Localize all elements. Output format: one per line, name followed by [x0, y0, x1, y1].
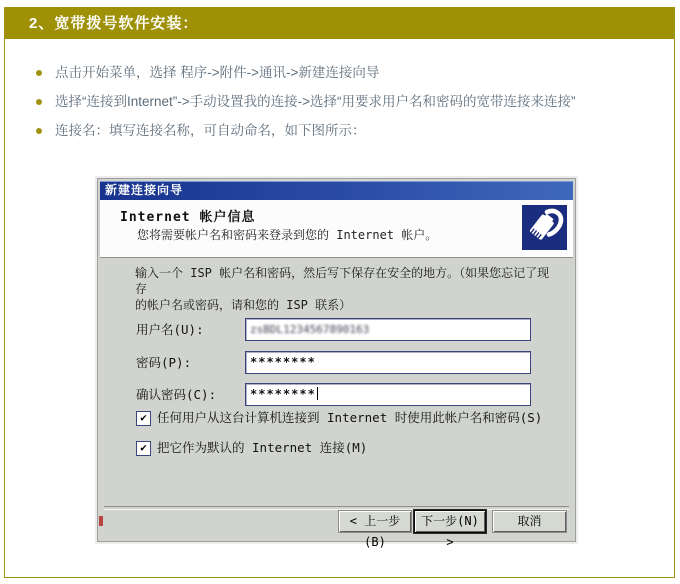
rj45-plug-icon: [522, 205, 567, 250]
wizard-header: [100, 200, 573, 258]
intro-line1: 输入一个 ISP 帐户名和密码，然后写下保存在安全的地方。（如果您忘记了现存: [135, 266, 550, 296]
text-cursor: [317, 387, 318, 400]
checkbox-checked-icon[interactable]: ✔: [136, 411, 151, 426]
confirm-password-value: ********: [250, 387, 316, 401]
checkbox-checked-icon[interactable]: ✔: [136, 441, 151, 456]
cancel-button[interactable]: 取消: [492, 510, 567, 533]
new-connection-wizard-dialog: [97, 178, 576, 549]
dialog-titlebar[interactable]: [100, 181, 573, 200]
dialog-title: 新建连接向导: [105, 183, 184, 197]
wizard-subheading: 您将需要帐户名和密码来登录到您的 Internet 帐户。: [137, 228, 438, 242]
list-item: [5, 87, 655, 116]
instruction-list: [5, 58, 655, 145]
bullet-icon: [36, 70, 42, 76]
checkbox-label: 把它作为默认的 Internet 连接(M): [157, 440, 368, 455]
instruction-text: 连接名：填写连接名称，可自动命名，如下图所示：: [55, 123, 366, 138]
instruction-text: 选择“连接到Internet”->手动设置我的连接->选择“用要求用户名和密码的宽带连接来连接”: [55, 94, 576, 109]
red-artifact: [99, 516, 103, 526]
list-item: [5, 116, 655, 145]
password-field[interactable]: [245, 351, 531, 374]
bullet-icon: [36, 128, 42, 134]
bullet-icon: [36, 99, 42, 105]
instruction-text: 点击开始菜单，选择 程序->附件->通讯->新建连接向导: [55, 65, 380, 80]
username-label: 用户名(U):: [136, 322, 204, 337]
section-header-bar: [5, 8, 674, 39]
confirm-password-field[interactable]: [245, 383, 531, 406]
confirm-password-label: 确认密码(C):: [136, 387, 217, 402]
intro-line2: 的帐户名或密码，请和您的 ISP 联系）: [135, 298, 352, 312]
username-value: zsBDL1234567890163: [250, 323, 370, 336]
password-value: ********: [250, 355, 316, 369]
wizard-heading: Internet 帐户信息: [120, 210, 256, 225]
username-field[interactable]: [245, 318, 531, 341]
intro-text: [135, 265, 555, 313]
next-button[interactable]: 下一步(N) >: [414, 510, 486, 533]
checkbox-label: 任何用户从这台计算机连接到 Internet 时使用此帐户名和密码(S): [157, 410, 543, 425]
list-item: [5, 58, 655, 87]
section-title: 2、宽带拨号软件安装：: [29, 15, 199, 32]
password-label: 密码(P):: [136, 355, 192, 370]
back-button[interactable]: < 上一步(B): [338, 510, 412, 533]
